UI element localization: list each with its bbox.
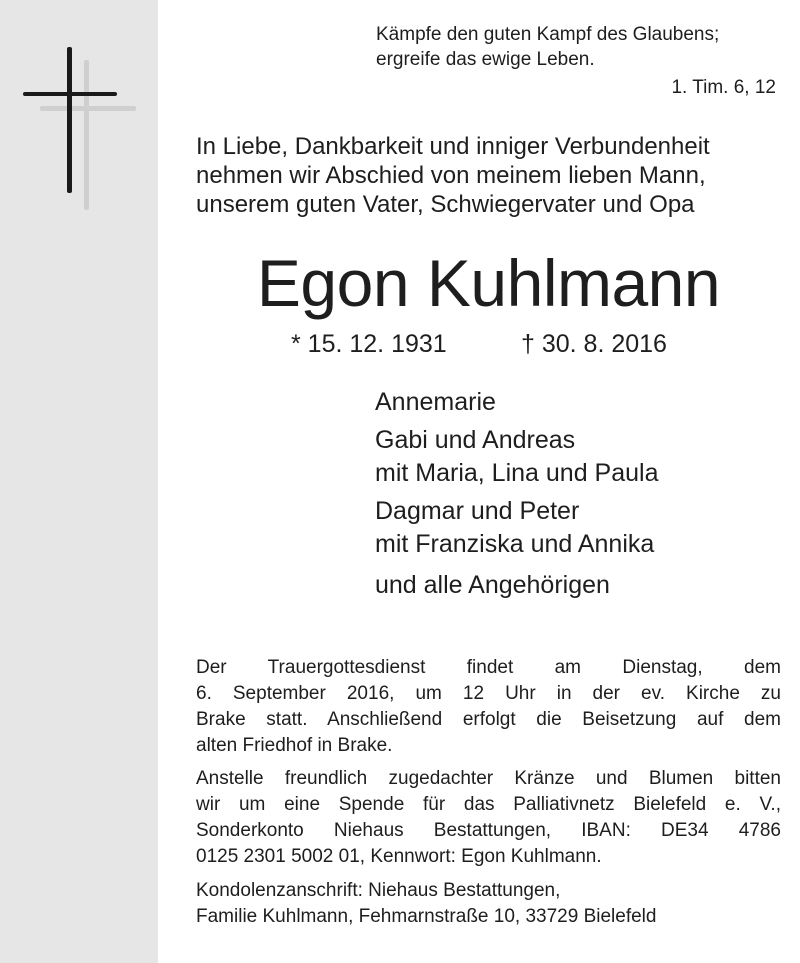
donation-line: 0125 2301 5002 01, Kennwort: Egon Kuhlmann. bbox=[196, 846, 602, 867]
death-date: † 30. 8. 2016 bbox=[521, 330, 667, 358]
cross-foreground bbox=[23, 47, 117, 193]
condolence-line: Kondolenzanschrift: Niehaus Bestattungen, bbox=[196, 880, 561, 901]
mourner-relatives: und alle Angehörigen bbox=[375, 571, 610, 599]
cross-icon bbox=[0, 0, 158, 240]
birth-date: * 15. 12. 1931 bbox=[291, 330, 447, 358]
verse-line: ergreife das ewige Leben. bbox=[376, 49, 595, 70]
mourner-spouse: Annemarie bbox=[375, 388, 496, 416]
intro-text bbox=[196, 132, 781, 219]
intro-line: In Liebe, Dankbarkeit und inniger Verbundenheit bbox=[196, 133, 710, 160]
service-line: alten Friedhof in Brake. bbox=[196, 735, 393, 756]
mourner-group bbox=[375, 495, 775, 561]
condolence-address bbox=[196, 878, 781, 930]
bible-verse bbox=[376, 22, 776, 100]
service-line: Der Trauergottesdienst findet am Dienstag, dem bbox=[196, 657, 781, 678]
service-line: 6. September 2016, um 12 Uhr in der ev. Kirche zu bbox=[196, 683, 781, 704]
sidebar-panel bbox=[0, 0, 158, 963]
donation-line: wir um eine Spende für das Palliativnetz Bielefeld e. V., bbox=[196, 794, 781, 815]
cross-shadow bbox=[40, 60, 136, 210]
obituary-content bbox=[196, 0, 781, 963]
intro-line: unserem guten Vater, Schwiegervater und Opa bbox=[196, 191, 695, 218]
service-line: Brake statt. Anschließend erfolgt die Beisetzung auf dem bbox=[196, 709, 781, 730]
mourner-grandchildren: mit Franziska und Annika bbox=[375, 530, 655, 558]
deceased-name: Egon Kuhlmann bbox=[256, 246, 721, 320]
mourner-child: Gabi und Andreas bbox=[375, 426, 576, 454]
mourners-list bbox=[375, 386, 775, 602]
verse-reference: 1. Tim. 6, 12 bbox=[671, 77, 776, 98]
donation-line: Anstelle freundlich zugedachter Kränze und Blumen bitten bbox=[196, 768, 781, 789]
service-info bbox=[196, 655, 781, 759]
donation-info bbox=[196, 766, 781, 870]
donation-line: Sonderkonto Niehaus Bestattungen, IBAN: DE34 4786 bbox=[196, 820, 781, 841]
mourner-group bbox=[375, 424, 775, 490]
condolence-line: Familie Kuhlmann, Fehmarnstraße 10, 33729 Bielefeld bbox=[196, 906, 657, 927]
mourner-child: Dagmar und Peter bbox=[375, 497, 580, 525]
mourner-grandchildren: mit Maria, Lina und Paula bbox=[375, 459, 659, 487]
intro-line: nehmen wir Abschied von meinem lieben Mann, bbox=[196, 162, 706, 189]
verse-line: Kämpfe den guten Kampf des Glaubens; bbox=[376, 24, 720, 45]
mourner-group bbox=[375, 386, 775, 419]
